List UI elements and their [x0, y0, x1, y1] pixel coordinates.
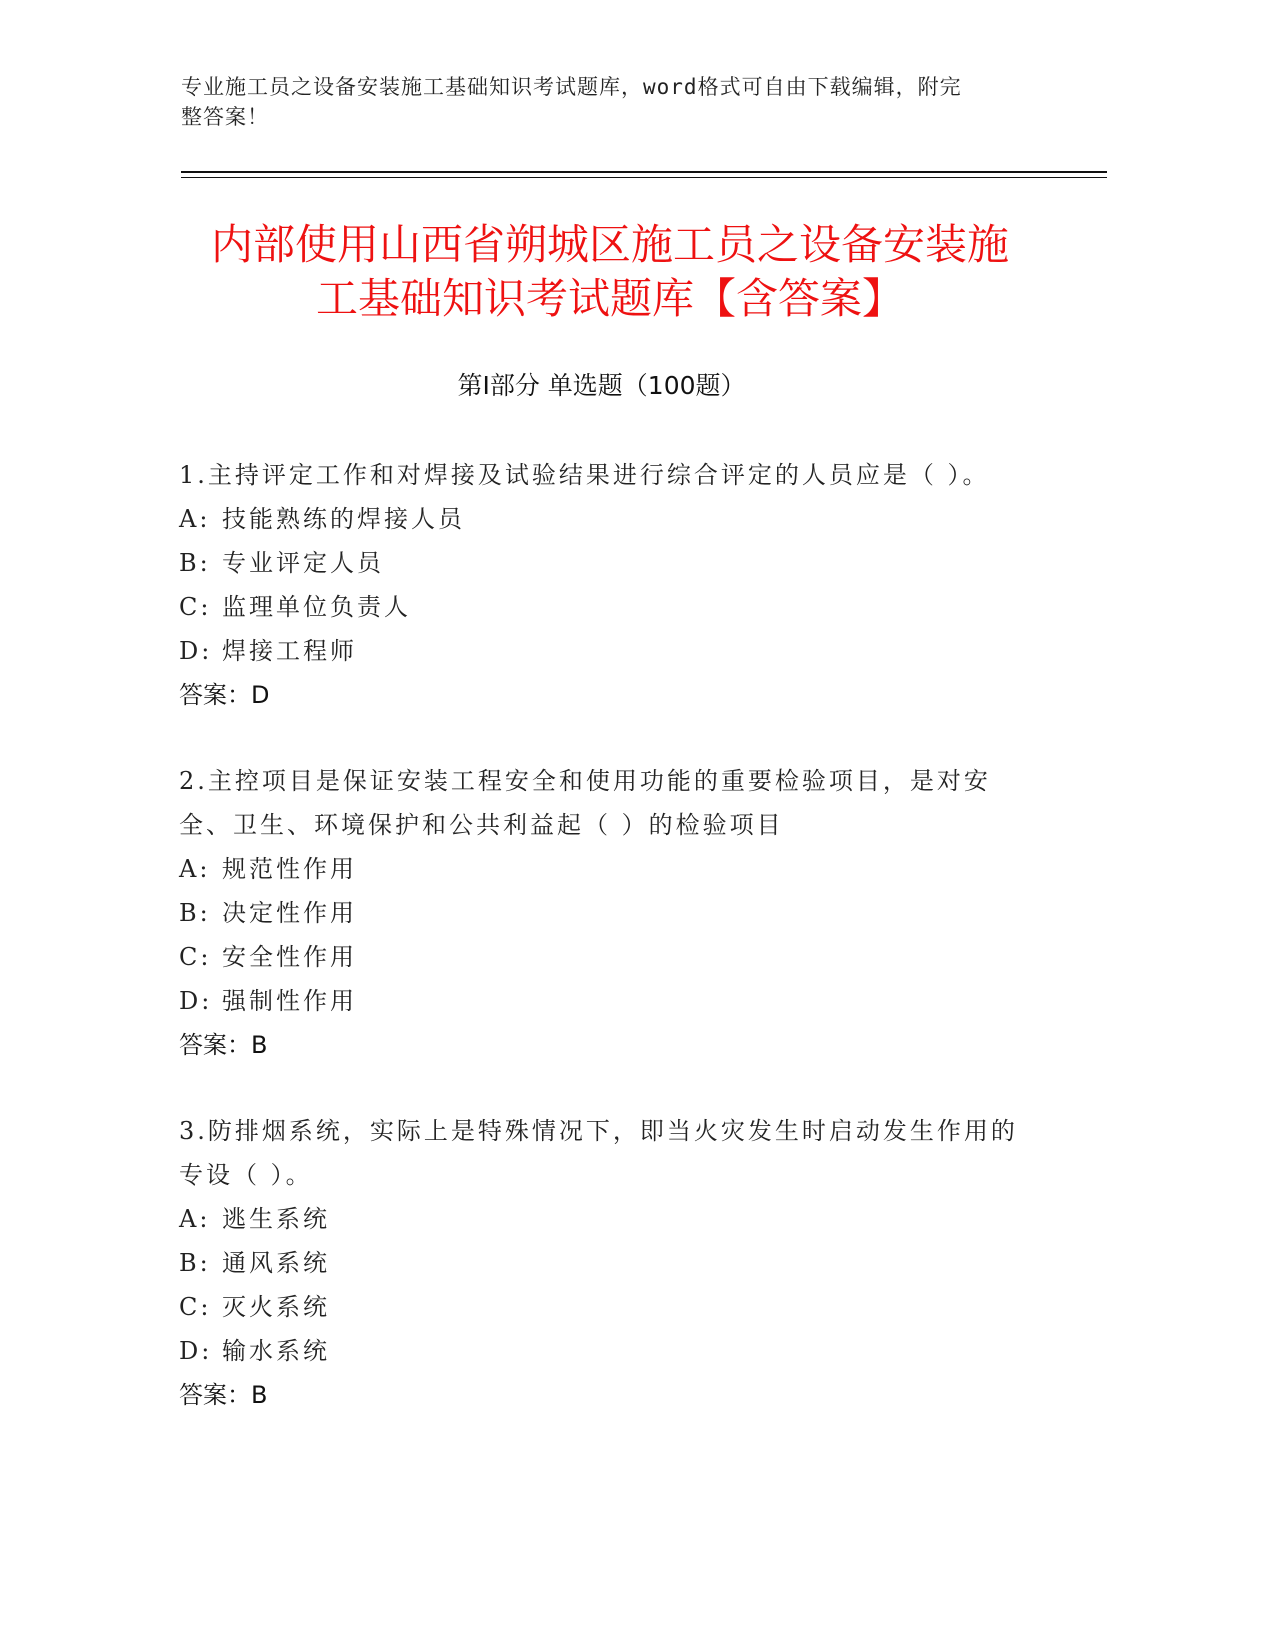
option-text: 逃生系统 [222, 1205, 330, 1233]
answer-line: 答案：B [179, 1381, 268, 1409]
option-letter: C: [179, 943, 212, 971]
document-title-line-1: 内部使用山西省朔城区施工员之设备安装施 [210, 220, 1009, 269]
question-list [179, 453, 1039, 1459]
option-letter: A: [179, 505, 211, 533]
option-a [179, 497, 1039, 541]
question-stem: 3.防排烟系统，实际上是特殊情况下，即当火灾发生时启动发生作用的专设（ ）。 [179, 1117, 1018, 1189]
option-a [179, 847, 1039, 891]
option-d [179, 1329, 1039, 1373]
answer-line: 答案：B [179, 1031, 268, 1059]
option-text: 监理单位负责人 [222, 593, 411, 621]
option-text: 焊接工程师 [222, 637, 357, 665]
option-letter: B: [179, 549, 211, 577]
option-text: 强制性作用 [222, 987, 357, 1015]
option-d [179, 979, 1039, 1023]
section-heading: 第Ⅰ部分 单选题（100题） [457, 371, 746, 400]
question-stem: 2.主控项目是保证安装工程安全和使用功能的重要检验项目，是对安全、卫生、环境保护和公共利益起（ ）的检验项目 [179, 767, 991, 839]
option-text: 专业评定人员 [222, 549, 384, 577]
option-letter: B: [179, 1249, 211, 1277]
option-b [179, 541, 1039, 585]
question-item [179, 453, 1039, 717]
header-note-line-2: 整答案！ [181, 105, 269, 129]
option-b [179, 891, 1039, 935]
header-note-line-1: 专业施工员之设备安装施工基础知识考试题库，word格式可自由下载编辑，附完 [181, 75, 962, 99]
question-item [179, 759, 1039, 1067]
option-letter: D: [179, 987, 213, 1015]
header-divider-thin [181, 177, 1107, 178]
question-stem: 1.主持评定工作和对焊接及试验结果进行综合评定的人员应是（ ）。 [179, 461, 990, 489]
option-b [179, 1241, 1039, 1285]
option-text: 通风系统 [222, 1249, 330, 1277]
option-a [179, 1197, 1039, 1241]
option-text: 技能熟练的焊接人员 [222, 505, 465, 533]
option-letter: C: [179, 593, 212, 621]
option-text: 规范性作用 [222, 855, 357, 883]
option-letter: D: [179, 637, 213, 665]
option-letter: C: [179, 1293, 212, 1321]
option-d [179, 629, 1039, 673]
option-text: 决定性作用 [222, 899, 357, 927]
header-divider-thick [181, 171, 1107, 173]
option-letter: D: [179, 1337, 213, 1365]
option-letter: A: [179, 1205, 211, 1233]
option-c [179, 585, 1039, 629]
answer-line: 答案：D [179, 681, 270, 709]
option-text: 灭火系统 [222, 1293, 330, 1321]
option-letter: B: [179, 899, 211, 927]
header-note [181, 72, 1041, 132]
question-item [179, 1109, 1039, 1417]
option-letter: A: [179, 855, 211, 883]
option-text: 安全性作用 [222, 943, 357, 971]
option-text: 输水系统 [222, 1337, 330, 1365]
document-title-line-2: 工基础知识考试题库【含答案】 [315, 274, 904, 323]
document-title [160, 218, 1060, 326]
option-c [179, 935, 1039, 979]
option-c [179, 1285, 1039, 1329]
